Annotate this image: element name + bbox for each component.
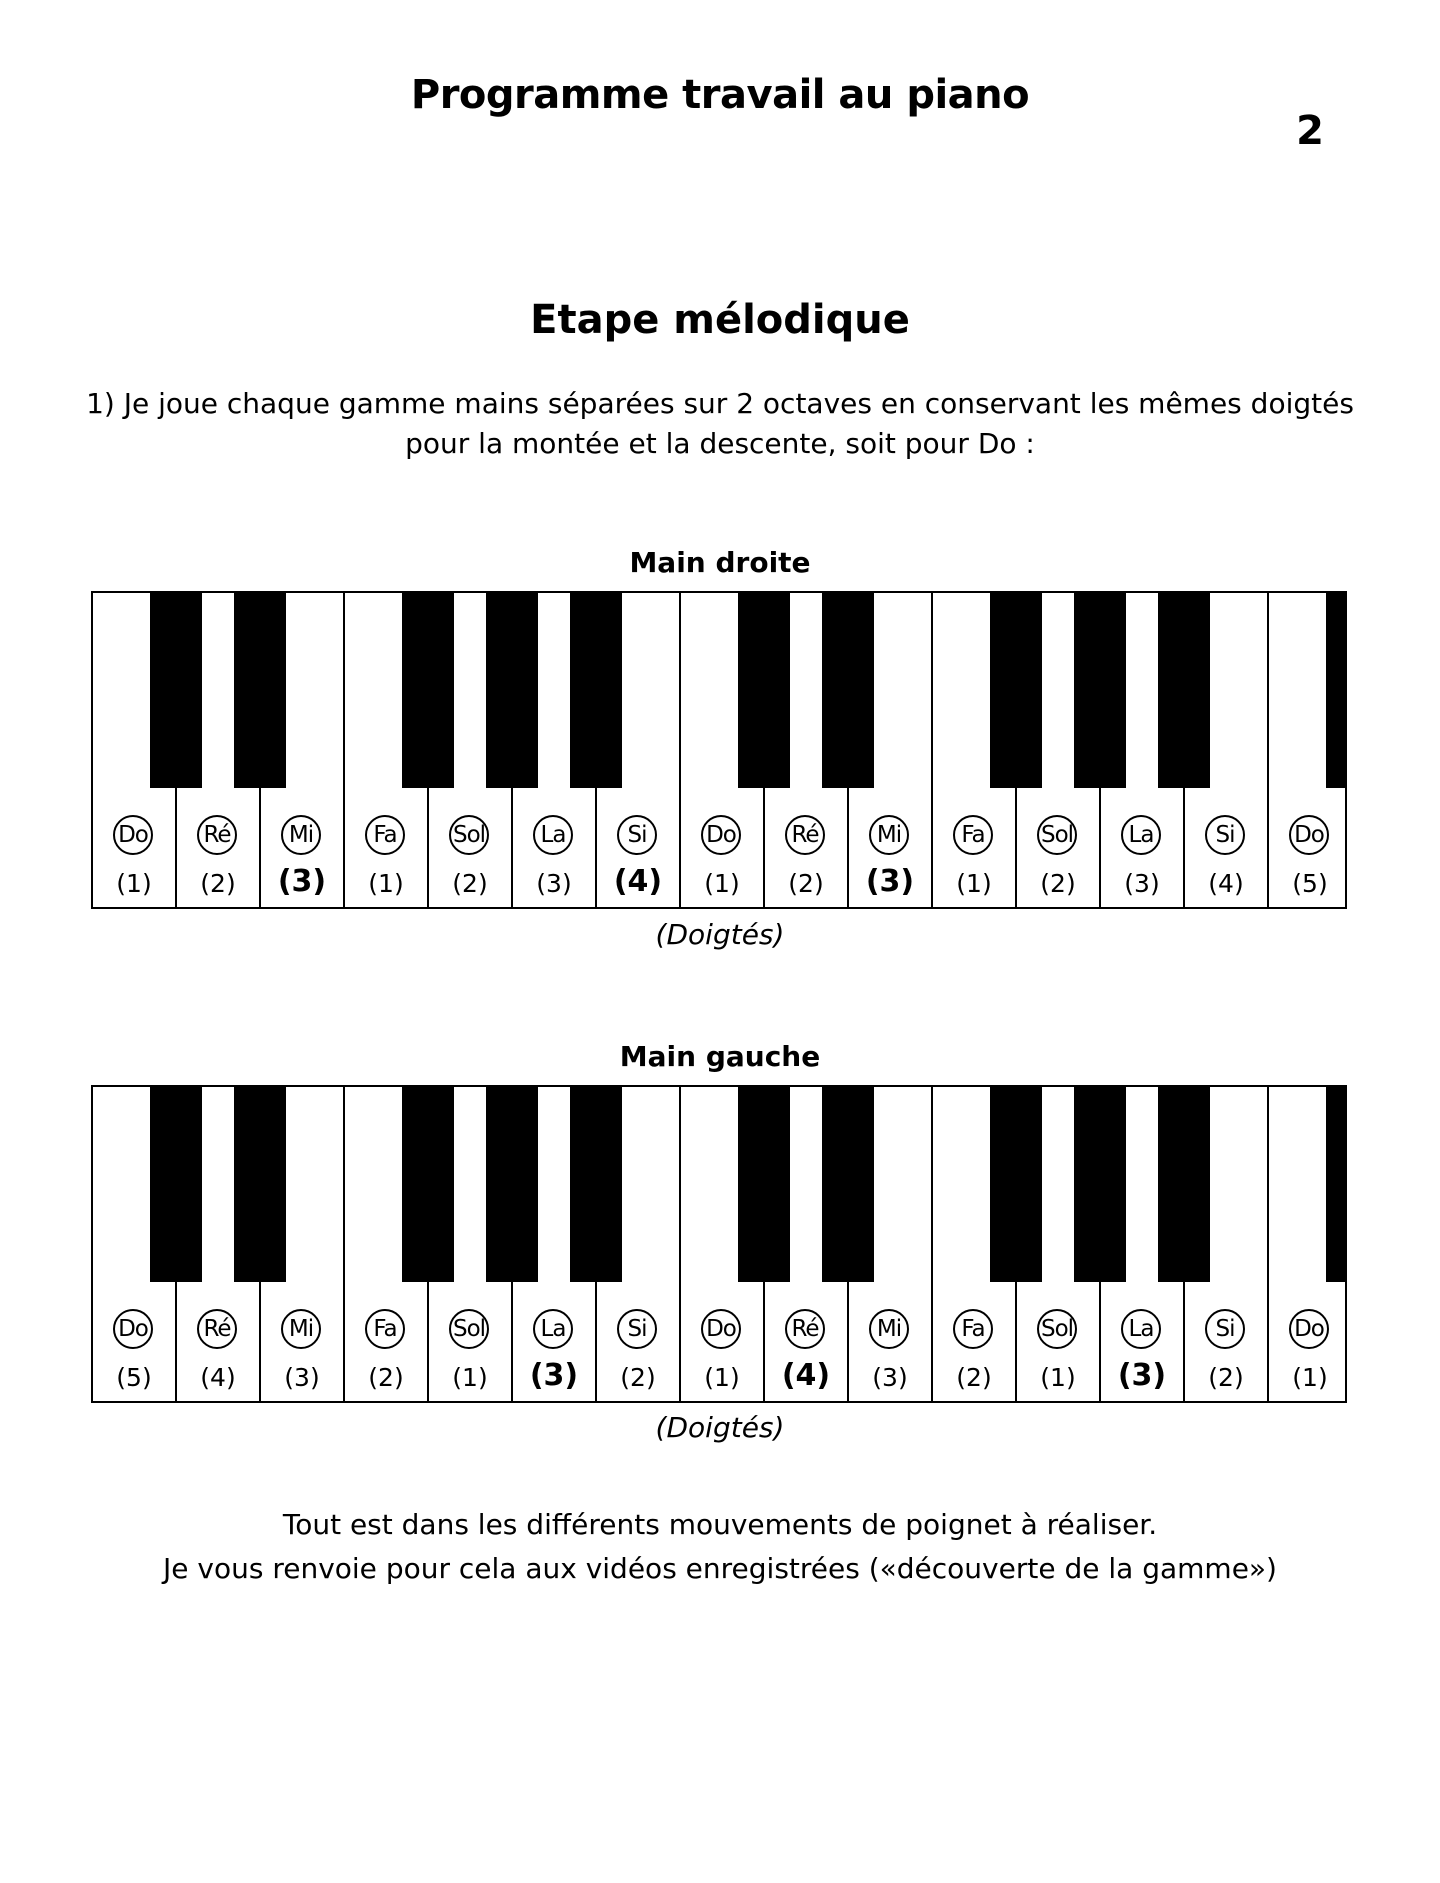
right-hand-keyboard (91, 591, 1348, 909)
note-name: Fa (953, 1309, 993, 1349)
white-key-label (1016, 1085, 1100, 1403)
finger-number: (5) (1292, 869, 1328, 898)
finger-number: (1) (1040, 1363, 1076, 1392)
note-name: Sol (449, 815, 489, 855)
left-hand-label: Main gauche (619, 1040, 821, 1073)
note-name: Sol (449, 1309, 489, 1349)
finger-number: (4) (200, 1363, 236, 1392)
finger-number: (3) (536, 869, 572, 898)
finger-number: (2) (452, 869, 488, 898)
white-key-label (92, 1085, 176, 1403)
finger-number: (3) (865, 864, 915, 899)
note-name: Do (113, 815, 153, 855)
note-name: Do (113, 1309, 153, 1349)
white-key-label (1184, 591, 1268, 909)
note-name: Do (1289, 815, 1329, 855)
white-key-label (260, 1085, 344, 1403)
finger-number: (3) (277, 864, 327, 899)
white-key-label (764, 1085, 848, 1403)
finger-number: (2) (1208, 1363, 1244, 1392)
finger-number: (1) (116, 869, 152, 898)
note-name: Mi (869, 815, 909, 855)
finger-number: (1) (704, 1363, 740, 1392)
instruction-text (60, 384, 1380, 464)
note-name: Fa (953, 815, 993, 855)
finger-number: (3) (1117, 1358, 1167, 1393)
white-key-label (932, 1085, 1016, 1403)
note-name: Ré (785, 815, 825, 855)
section-heading: Etape mélodique (530, 297, 910, 343)
note-name: Fa (365, 815, 405, 855)
finger-number: (3) (529, 1358, 579, 1393)
white-key-label (428, 1085, 512, 1403)
finger-number: (4) (1208, 869, 1244, 898)
note-name: Si (1205, 815, 1245, 855)
finger-number: (1) (368, 869, 404, 898)
finger-number: (3) (872, 1363, 908, 1392)
white-key-label (176, 591, 260, 909)
note-name: Si (1205, 1309, 1245, 1349)
white-key-label (1100, 591, 1184, 909)
key-labels (91, 591, 1348, 909)
white-key-label (176, 1085, 260, 1403)
white-key-label (92, 591, 176, 909)
note-name: Sol (1037, 1309, 1077, 1349)
white-key-label (596, 1085, 680, 1403)
right-hand-fingering-caption: (Doigtés) (655, 918, 785, 951)
finger-number: (4) (781, 1358, 831, 1393)
note-name: Mi (869, 1309, 909, 1349)
footer-note (0, 1503, 1440, 1591)
note-name: La (1121, 1309, 1161, 1349)
white-key-label (260, 591, 344, 909)
note-name: Si (617, 1309, 657, 1349)
note-name: La (1121, 815, 1161, 855)
white-key-label (428, 591, 512, 909)
finger-number: (1) (1292, 1363, 1328, 1392)
note-name: Ré (785, 1309, 825, 1349)
white-key-label (764, 591, 848, 909)
note-name: Mi (281, 1309, 321, 1349)
white-key-label (1268, 591, 1352, 909)
left-hand-keyboard (91, 1085, 1348, 1403)
right-hand-label: Main droite (629, 546, 811, 579)
note-name: Do (701, 815, 741, 855)
document-title: Programme travail au piano (410, 72, 1030, 118)
finger-number: (2) (1040, 869, 1076, 898)
note-name: La (533, 815, 573, 855)
finger-number: (1) (452, 1363, 488, 1392)
white-key-label (596, 591, 680, 909)
note-name: La (533, 1309, 573, 1349)
white-key-label (848, 591, 932, 909)
finger-number: (1) (704, 869, 740, 898)
note-name: Do (1289, 1309, 1329, 1349)
white-key-label (1016, 591, 1100, 909)
white-key-label (1184, 1085, 1268, 1403)
white-key-label (680, 591, 764, 909)
page-number: 2 (1296, 108, 1324, 154)
key-labels (91, 1085, 1348, 1403)
finger-number: (1) (956, 869, 992, 898)
white-key-label (1100, 1085, 1184, 1403)
white-key-label (512, 1085, 596, 1403)
finger-number: (3) (284, 1363, 320, 1392)
note-name: Fa (365, 1309, 405, 1349)
white-key-label (680, 1085, 764, 1403)
finger-number: (4) (613, 864, 663, 899)
white-key-label (344, 591, 428, 909)
note-name: Si (617, 815, 657, 855)
note-name: Do (701, 1309, 741, 1349)
finger-number: (3) (1124, 869, 1160, 898)
white-key-label (1268, 1085, 1352, 1403)
finger-number: (2) (956, 1363, 992, 1392)
instruction-line-2: pour la montée et la descente, soit pour Do : (405, 427, 1035, 460)
white-key-label (344, 1085, 428, 1403)
footer-line-1: Tout est dans les différents mouvements de poignet à réaliser. (282, 1508, 1158, 1541)
finger-number: (2) (620, 1363, 656, 1392)
note-name: Sol (1037, 815, 1077, 855)
footer-line-2: Je vous renvoie pour cela aux vidéos enregistrées («découverte de la gamme») (163, 1552, 1277, 1585)
white-key-label (932, 591, 1016, 909)
note-name: Ré (197, 815, 237, 855)
finger-number: (2) (788, 869, 824, 898)
white-key-label (848, 1085, 932, 1403)
note-name: Ré (197, 1309, 237, 1349)
finger-number: (2) (368, 1363, 404, 1392)
left-hand-fingering-caption: (Doigtés) (655, 1411, 785, 1444)
note-name: Mi (281, 815, 321, 855)
finger-number: (5) (116, 1363, 152, 1392)
white-key-label (512, 591, 596, 909)
instruction-line-1: 1) Je joue chaque gamme mains séparées sur 2 octaves en conservant les mêmes doigtés (86, 387, 1354, 420)
finger-number: (2) (200, 869, 236, 898)
